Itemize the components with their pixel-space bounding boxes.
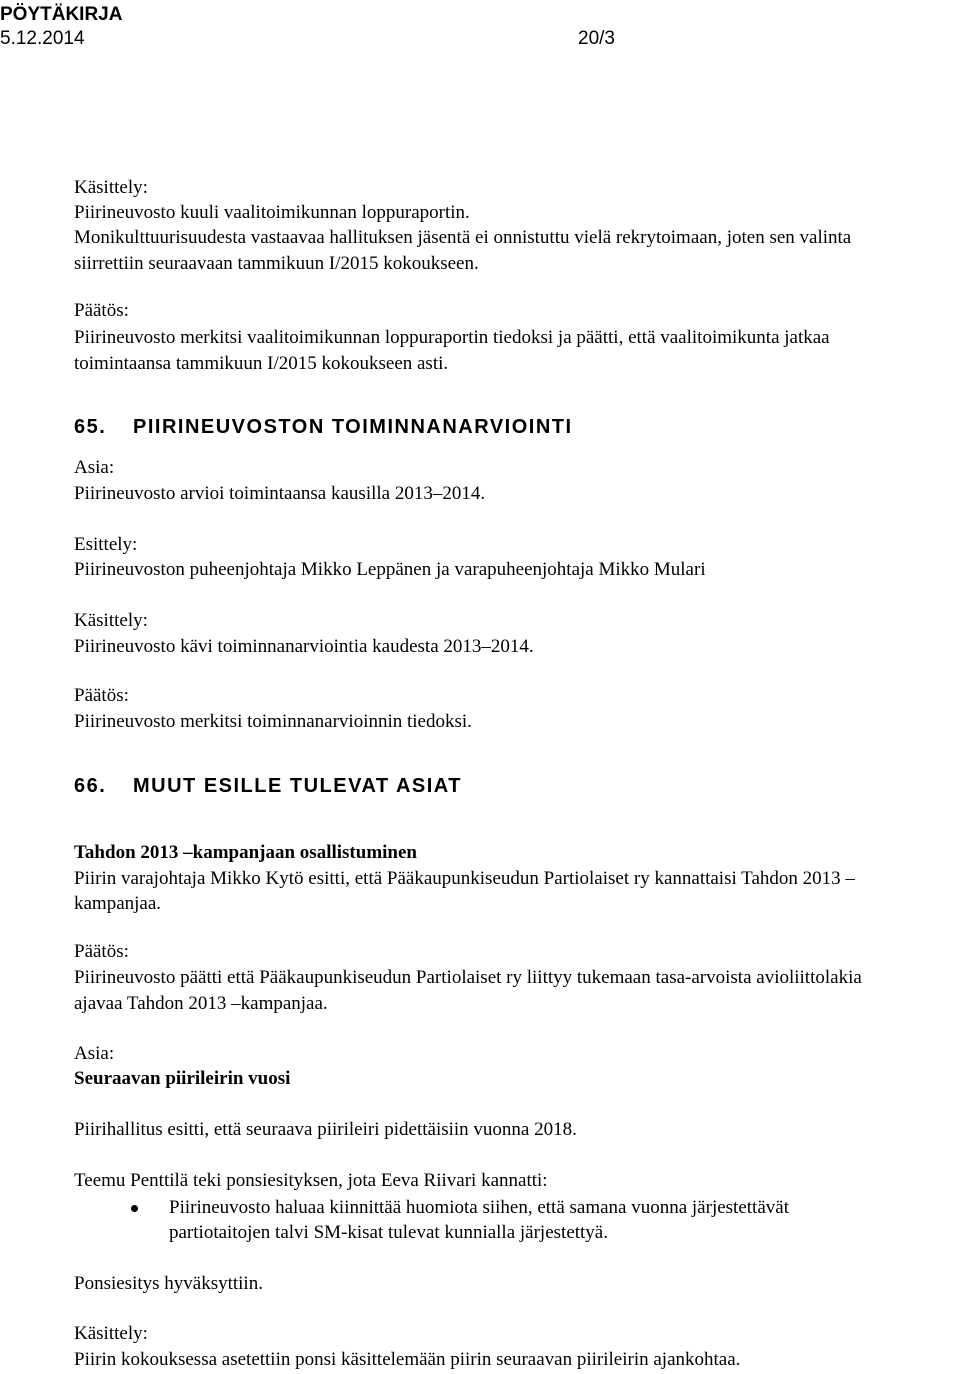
paatos-label: Päätös: bbox=[74, 300, 129, 321]
document-date: 5.12.2014 bbox=[0, 28, 85, 49]
paragraph-line: toimintaansa tammikuun I/2015 kokoukseen asti. bbox=[74, 353, 449, 374]
paragraph-line: Monikulttuurisuudesta vastaavaa hallituksen jäsentä ei onnistuttu vielä rekrytoimaan, joten sen valinta bbox=[74, 227, 852, 248]
page-number: 20/3 bbox=[578, 28, 615, 49]
subheading: Tahdon 2013 –kampanjaan osallistuminen bbox=[74, 842, 417, 863]
paragraph-line: Piirineuvosto merkitsi toiminnanarvioinnin tiedoksi. bbox=[74, 711, 472, 732]
paragraph-line: Piirineuvosto arvioi toimintaansa kausilla 2013–2014. bbox=[74, 483, 486, 504]
kasittely-label: Käsittely: bbox=[74, 1323, 148, 1344]
esittely-label: Esittely: bbox=[74, 534, 138, 555]
section-title: MUUT ESILLE TULEVAT ASIAT bbox=[133, 775, 462, 797]
paragraph-line: Piirihallitus esitti, että seuraava piirileiri pidettäisiin vuonna 2018. bbox=[74, 1119, 577, 1140]
asia-label: Asia: bbox=[74, 457, 115, 478]
paragraph-line: Piirin kokouksessa asetettiin ponsi käsittelemään piirin seuraavan piirileirin ajankohtaa. bbox=[74, 1349, 741, 1370]
section-number: 66. bbox=[74, 775, 107, 797]
paragraph-line: Piirineuvoston puheenjohtaja Mikko Leppänen ja varapuheenjohtaja Mikko Mulari bbox=[74, 559, 706, 580]
bullet-icon bbox=[131, 1205, 138, 1212]
paragraph-line: ajavaa Tahdon 2013 –kampanjaa. bbox=[74, 993, 328, 1014]
asia-label: Asia: bbox=[74, 1043, 115, 1064]
paragraph-line: kampanjaa. bbox=[74, 893, 162, 914]
paatos-label: Päätös: bbox=[74, 685, 129, 706]
paatos-label: Päätös: bbox=[74, 941, 129, 962]
paragraph-line: Piirineuvosto kävi toiminnanarviointia kaudesta 2013–2014. bbox=[74, 636, 534, 657]
document-title: PÖYTÄKIRJA bbox=[0, 4, 123, 25]
paragraph-line: Piirineuvosto kuuli vaalitoimikunnan loppuraportin. bbox=[74, 202, 470, 223]
section-title: PIIRINEUVOSTON TOIMINNANARVIOINTI bbox=[133, 416, 573, 438]
paragraph-line: Piirineuvosto merkitsi vaalitoimikunnan loppuraportin tiedoksi ja päätti, että vaalitoimikunta jatkaa bbox=[74, 327, 830, 348]
kasittely-label: Käsittely: bbox=[74, 177, 148, 198]
paragraph-line: Teemu Penttilä teki ponsiesityksen, jota Eeva Riivari kannatti: bbox=[74, 1170, 548, 1191]
section-number: 65. bbox=[74, 416, 107, 438]
paragraph-line: Piirin varajohtaja Mikko Kytö esitti, että Pääkaupunkiseudun Partiolaiset ry kannattaisi Tahdon 2013 – bbox=[74, 868, 855, 889]
bullet-line: partiotaitojen talvi SM-kisat tulevat kunnialla järjestettyä. bbox=[169, 1222, 608, 1243]
kasittely-label: Käsittely: bbox=[74, 610, 148, 631]
paragraph-line: Piirineuvosto päätti että Pääkaupunkiseudun Partiolaiset ry liittyy tukemaan tasa-arvoista avioliittolakia bbox=[74, 967, 862, 988]
paragraph-line: siirrettiin seuraavaan tammikuun I/2015 kokoukseen. bbox=[74, 253, 479, 274]
subheading: Seuraavan piirileirin vuosi bbox=[74, 1068, 291, 1089]
bullet-line: Piirineuvosto haluaa kiinnittää huomiota siihen, että samana vuonna järjestettävät bbox=[169, 1197, 789, 1218]
paragraph-line: Ponsiesitys hyväksyttiin. bbox=[74, 1273, 263, 1294]
